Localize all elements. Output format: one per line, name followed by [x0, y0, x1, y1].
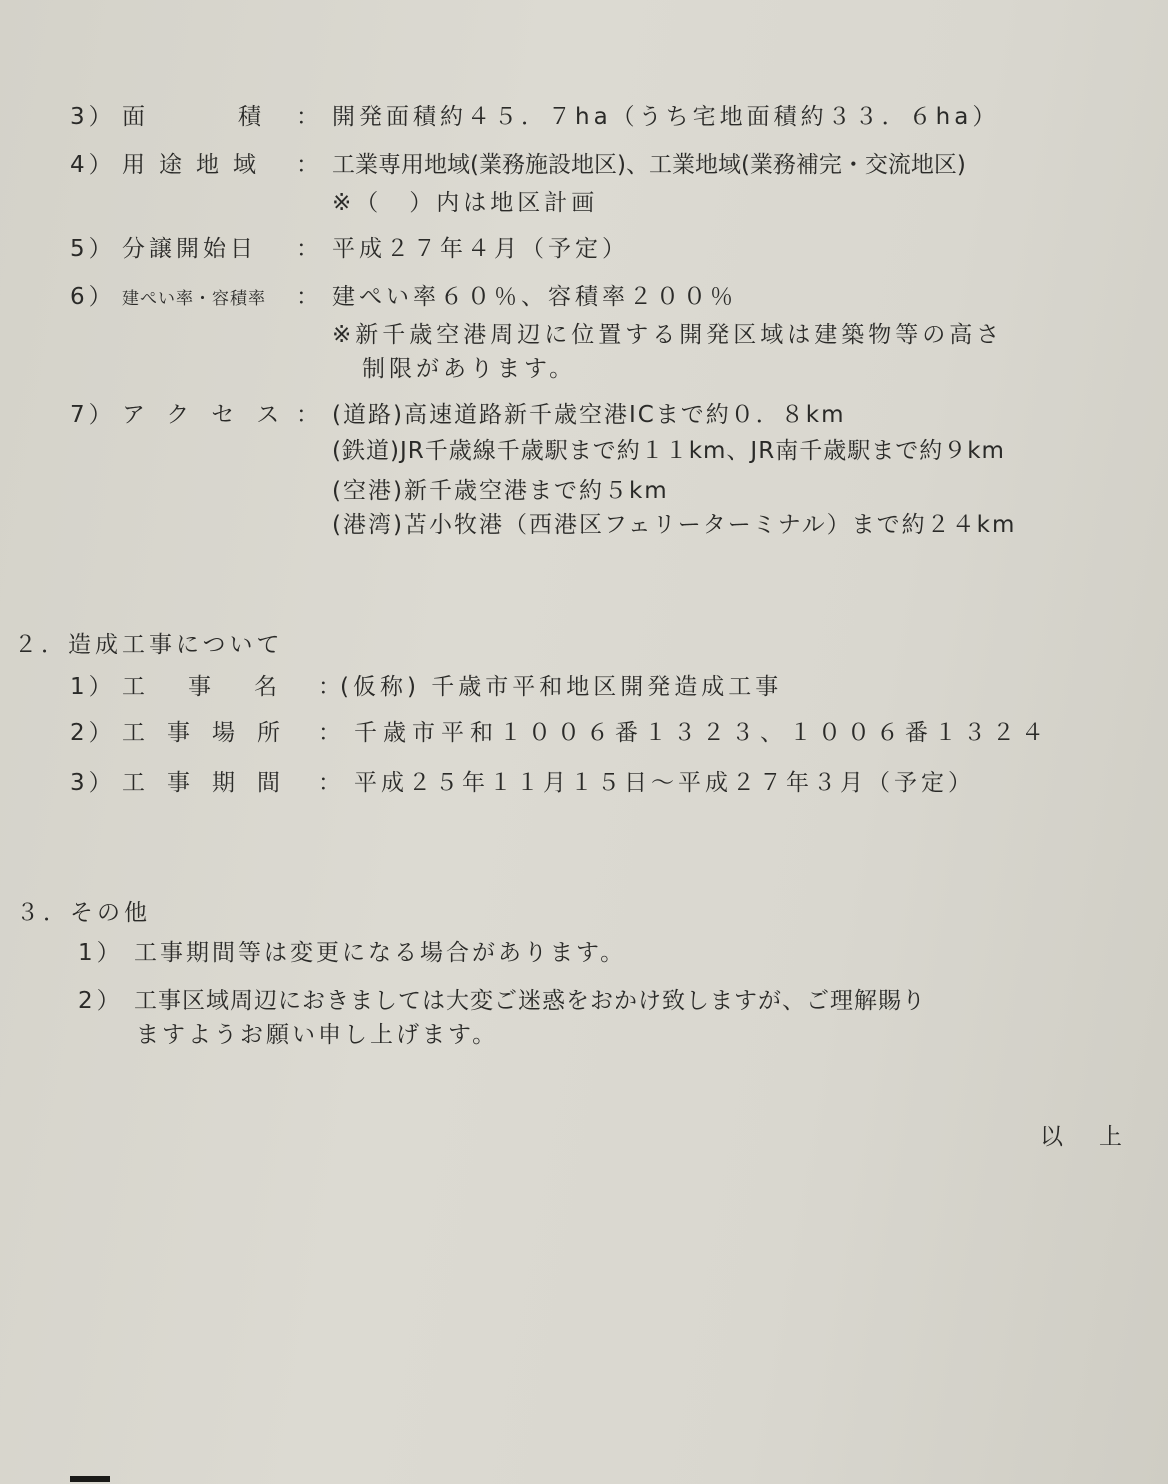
- zoning-row: [70, 146, 966, 179]
- item-value: 開発面積約４５．７ha（うち宅地面積約３３．６ha）: [332, 104, 1000, 130]
- item-separator: ：: [296, 104, 323, 130]
- item-label: 工事場所: [122, 720, 302, 746]
- page-edge-shadow: [70, 1476, 110, 1482]
- item-separator: ：: [296, 402, 323, 428]
- item-value: 千歳市平和１００６番１３２３、１００６番１３２４: [354, 720, 1050, 746]
- item-value: 平成２５年１１月１５日～平成２７年３月（予定）: [354, 770, 975, 796]
- item-number: 2）: [70, 720, 116, 746]
- item-number: 3）: [70, 104, 116, 130]
- coverage-note: ※新千歳空港周辺に位置する開発区域は建築物等の高さ: [332, 322, 1004, 348]
- item-value: 工業専用地域(業務施設地区)、工業地域(業務補完・交流地区): [332, 152, 966, 178]
- other-item-2: [78, 982, 926, 1015]
- item-separator: ：: [318, 770, 345, 796]
- construction-period-row: [70, 764, 975, 797]
- item-label: 用途地域: [122, 152, 270, 178]
- item-separator: ：: [318, 674, 345, 700]
- coverage-row: [70, 278, 737, 311]
- access-airport: (空港)新千歳空港まで約５km: [332, 478, 669, 504]
- item-number: 6）: [70, 284, 116, 310]
- item-label: 分譲開始日: [122, 236, 257, 262]
- other-item-2-continued: ますようお願い申し上げます。: [136, 1022, 499, 1048]
- item-number: 4）: [70, 152, 116, 178]
- construction-site-row: [70, 714, 1050, 747]
- zoning-note: ※（ ）内は地区計画: [332, 190, 599, 216]
- access-row: [70, 396, 846, 429]
- item-label: 面 積: [122, 104, 267, 130]
- access-port: (港湾)苫小牧港（西港区フェリーターミナル）まで約２４km: [332, 512, 1017, 538]
- section2-heading: ２．造成工事について: [14, 632, 284, 658]
- item-separator: ：: [318, 720, 345, 746]
- construction-name-row: [70, 668, 782, 701]
- access-rail: (鉄道)JR千歳線千歳駅まで約１１km、JR南千歳駅まで約９km: [332, 438, 1005, 464]
- item-value: 平成２７年４月（予定）: [332, 236, 629, 262]
- item-number: 2）: [78, 988, 124, 1014]
- item-separator: ：: [296, 284, 323, 310]
- item-number: 1）: [70, 674, 116, 700]
- closing-mark: 以上: [1040, 1124, 1158, 1150]
- item-number: 3）: [70, 770, 116, 796]
- section3-heading: ３．その他: [16, 900, 151, 926]
- item-value: (道路)高速道路新千歳空港ICまで約０．８km: [332, 402, 846, 428]
- item-label: 工 事 名: [122, 674, 287, 700]
- item-number: 7）: [70, 402, 116, 428]
- item-number: 1）: [78, 940, 124, 966]
- item-label: 工事期間: [122, 770, 302, 796]
- item-value: (仮称) 千歳市平和地区開発造成工事: [340, 674, 783, 700]
- item-label: アクセス: [122, 402, 302, 428]
- item-separator: ：: [296, 236, 323, 262]
- coverage-note-continued: 制限があります。: [362, 356, 577, 382]
- item-text: 工事期間等は変更になる場合があります。: [134, 940, 627, 966]
- item-label: 建ぺい率・容積率: [122, 289, 266, 309]
- item-text: 工事区域周辺におきましては大変ご迷惑をおかけ致しますが、ご理解賜り: [134, 988, 926, 1014]
- sale-start-row: [70, 230, 629, 263]
- area-row: [70, 98, 999, 131]
- item-value: 建ぺい率６０％、容積率２００％: [332, 284, 737, 310]
- item-separator: ：: [296, 152, 323, 178]
- item-number: 5）: [70, 236, 116, 262]
- other-item-1: [78, 934, 626, 967]
